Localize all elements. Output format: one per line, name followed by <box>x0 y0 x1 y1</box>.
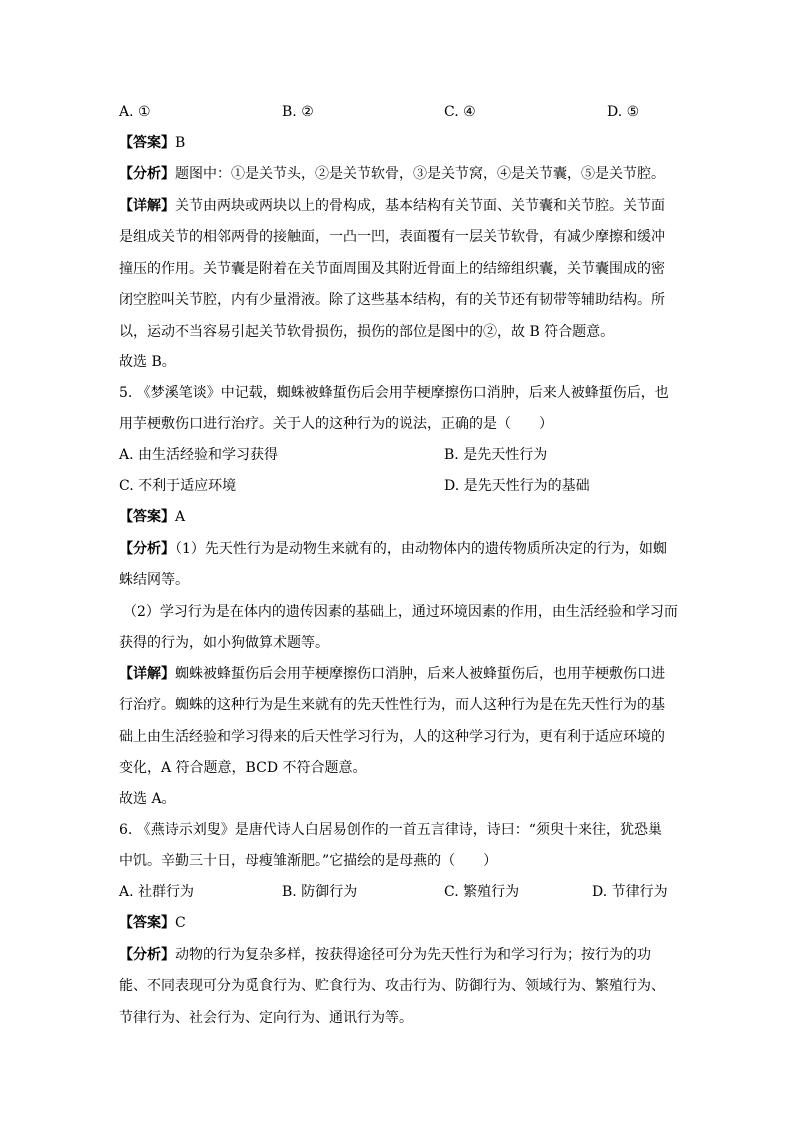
analysis-tag: 【分析】 <box>119 947 175 963</box>
answer-value: C <box>175 915 186 931</box>
detail-line: 行治疗。蜘蛛的这种行为是生来就有的先天性性行为，而人这种行为是在先天性行为的基 <box>119 697 665 714</box>
q6-option-a: A. 社群行为 <box>119 884 195 900</box>
q5-detail <box>119 665 679 791</box>
answer-value: A <box>175 509 186 525</box>
analysis-line: 能、不同表现可分为觅食行为、贮食行为、攻击行为、防御行为、领域行为、繁殖行为、 <box>119 978 665 995</box>
detail-tag: 【详解】 <box>119 198 175 214</box>
q5-option-d: D. 是先天性行为的基础 <box>444 478 590 494</box>
q4-conclusion: 故选 B。 <box>119 354 176 370</box>
analysis-text: 题图中：①是关节头，②是关节软骨，③是关节窝，④是关节囊，⑤是关节腔。 <box>175 166 665 182</box>
q6-answer <box>119 914 186 932</box>
stem-line: 6. 《燕诗示刘叟》是唐代诗人白居易创作的一首五言律诗，诗曰：“须臾十来往，犹恐巢 <box>119 822 662 838</box>
q4-detail <box>119 197 679 354</box>
answer-tag: 【答案】 <box>119 135 175 151</box>
q4-option-d: D. ⑤ <box>607 104 640 120</box>
answer-tag: 【答案】 <box>119 509 175 525</box>
q5-conclusion: 故选 A。 <box>119 791 176 807</box>
analysis-line: （1）先天性行为是动物生来就有的，由动物体内的遗传物质所决定的行为，如蜘 <box>175 541 667 557</box>
q4-answer <box>119 134 185 152</box>
analysis-line: 节律行为、社会行为、定向行为、通讯行为等。 <box>119 1009 413 1026</box>
analysis-tag: 【分析】 <box>119 166 175 182</box>
answer-value: B <box>175 135 186 151</box>
detail-line: 蜘蛛被蜂蜇伤后会用芋梗摩擦伤口消肿，后来人被蜂蜇伤后，也用芋梗敷伤口进 <box>175 666 665 682</box>
q4-option-a: A. ① <box>119 104 151 120</box>
q6-option-d: D. 节律行为 <box>592 884 668 900</box>
analysis-line: 获得的行为，如小狗做算术题等。 <box>119 635 329 652</box>
detail-tag: 【详解】 <box>119 666 175 682</box>
q6-analysis <box>119 946 679 1040</box>
q4-option-b: B. ② <box>282 104 314 120</box>
q5-option-c: C. 不利于适应环境 <box>119 478 237 494</box>
detail-line: 础上由生活经验和学习得来的后天性学习行为，人的这种学习行为，更有利于适应环境的 <box>119 728 665 745</box>
detail-line: 关节由两块或两块以上的骨构成，基本结构有关节面、关节囊和关节腔。关节面 <box>175 198 665 214</box>
answer-tag: 【答案】 <box>119 915 175 931</box>
q6-stem <box>119 821 679 884</box>
q5-analysis <box>119 540 679 666</box>
q5-stem <box>119 384 679 447</box>
q4-option-c: C. ④ <box>444 104 476 120</box>
q5-answer <box>119 508 185 526</box>
stem-line: 中饥。辛勤三十日，母瘦雏渐肥。”它描绘的是母燕的（ ） <box>119 853 498 870</box>
analysis-line: 蛛结网等。 <box>119 572 189 589</box>
analysis-tag: 【分析】 <box>119 541 175 557</box>
detail-line: 变化，A 符合题意，BCD 不符合题意。 <box>119 760 367 777</box>
q6-option-b: B. 防御行为 <box>282 884 358 900</box>
detail-line: 以，运动不当容易引起关节软骨损伤，损伤的部位是图中的②，故 B 符合题意。 <box>119 323 615 340</box>
detail-line: 是组成关节的相邻两骨的接触面，一凸一凹，表面覆有一层关节软骨，有减少摩擦和缓冲 <box>119 229 665 246</box>
detail-line: 闭空腔叫关节腔，内有少量滑液。除了这些基本结构，有的关节还有韧带等辅助结构。所 <box>119 292 665 309</box>
analysis-line: （2）学习行为是在体内的遗传因素的基础上，通过环境因素的作用，由生活经验和学习而 <box>123 603 678 620</box>
q6-option-c: C. 繁殖行为 <box>444 884 520 900</box>
stem-line: 5. 《梦溪笔谈》中记载，蜘蛛被蜂蜇伤后会用芋梗摩擦伤口消肿，后来人被蜂蜇伤后，也 <box>119 385 669 401</box>
q5-option-a: A. 由生活经验和学习获得 <box>119 447 279 463</box>
stem-line: 用芋梗敷伤口进行治疗。关于人的这种行为的说法，正确的是（ ） <box>119 416 553 433</box>
detail-line: 撞压的作用。关节囊是附着在关节面周围及其附近骨面上的结缔组织囊，关节囊围成的密 <box>119 260 665 277</box>
analysis-line: 动物的行为复杂多样，按获得途径可分为先天性行为和学习行为；按行为的功 <box>175 947 651 963</box>
q4-analysis <box>119 165 665 183</box>
q5-option-b: B. 是先天性行为 <box>444 447 548 463</box>
